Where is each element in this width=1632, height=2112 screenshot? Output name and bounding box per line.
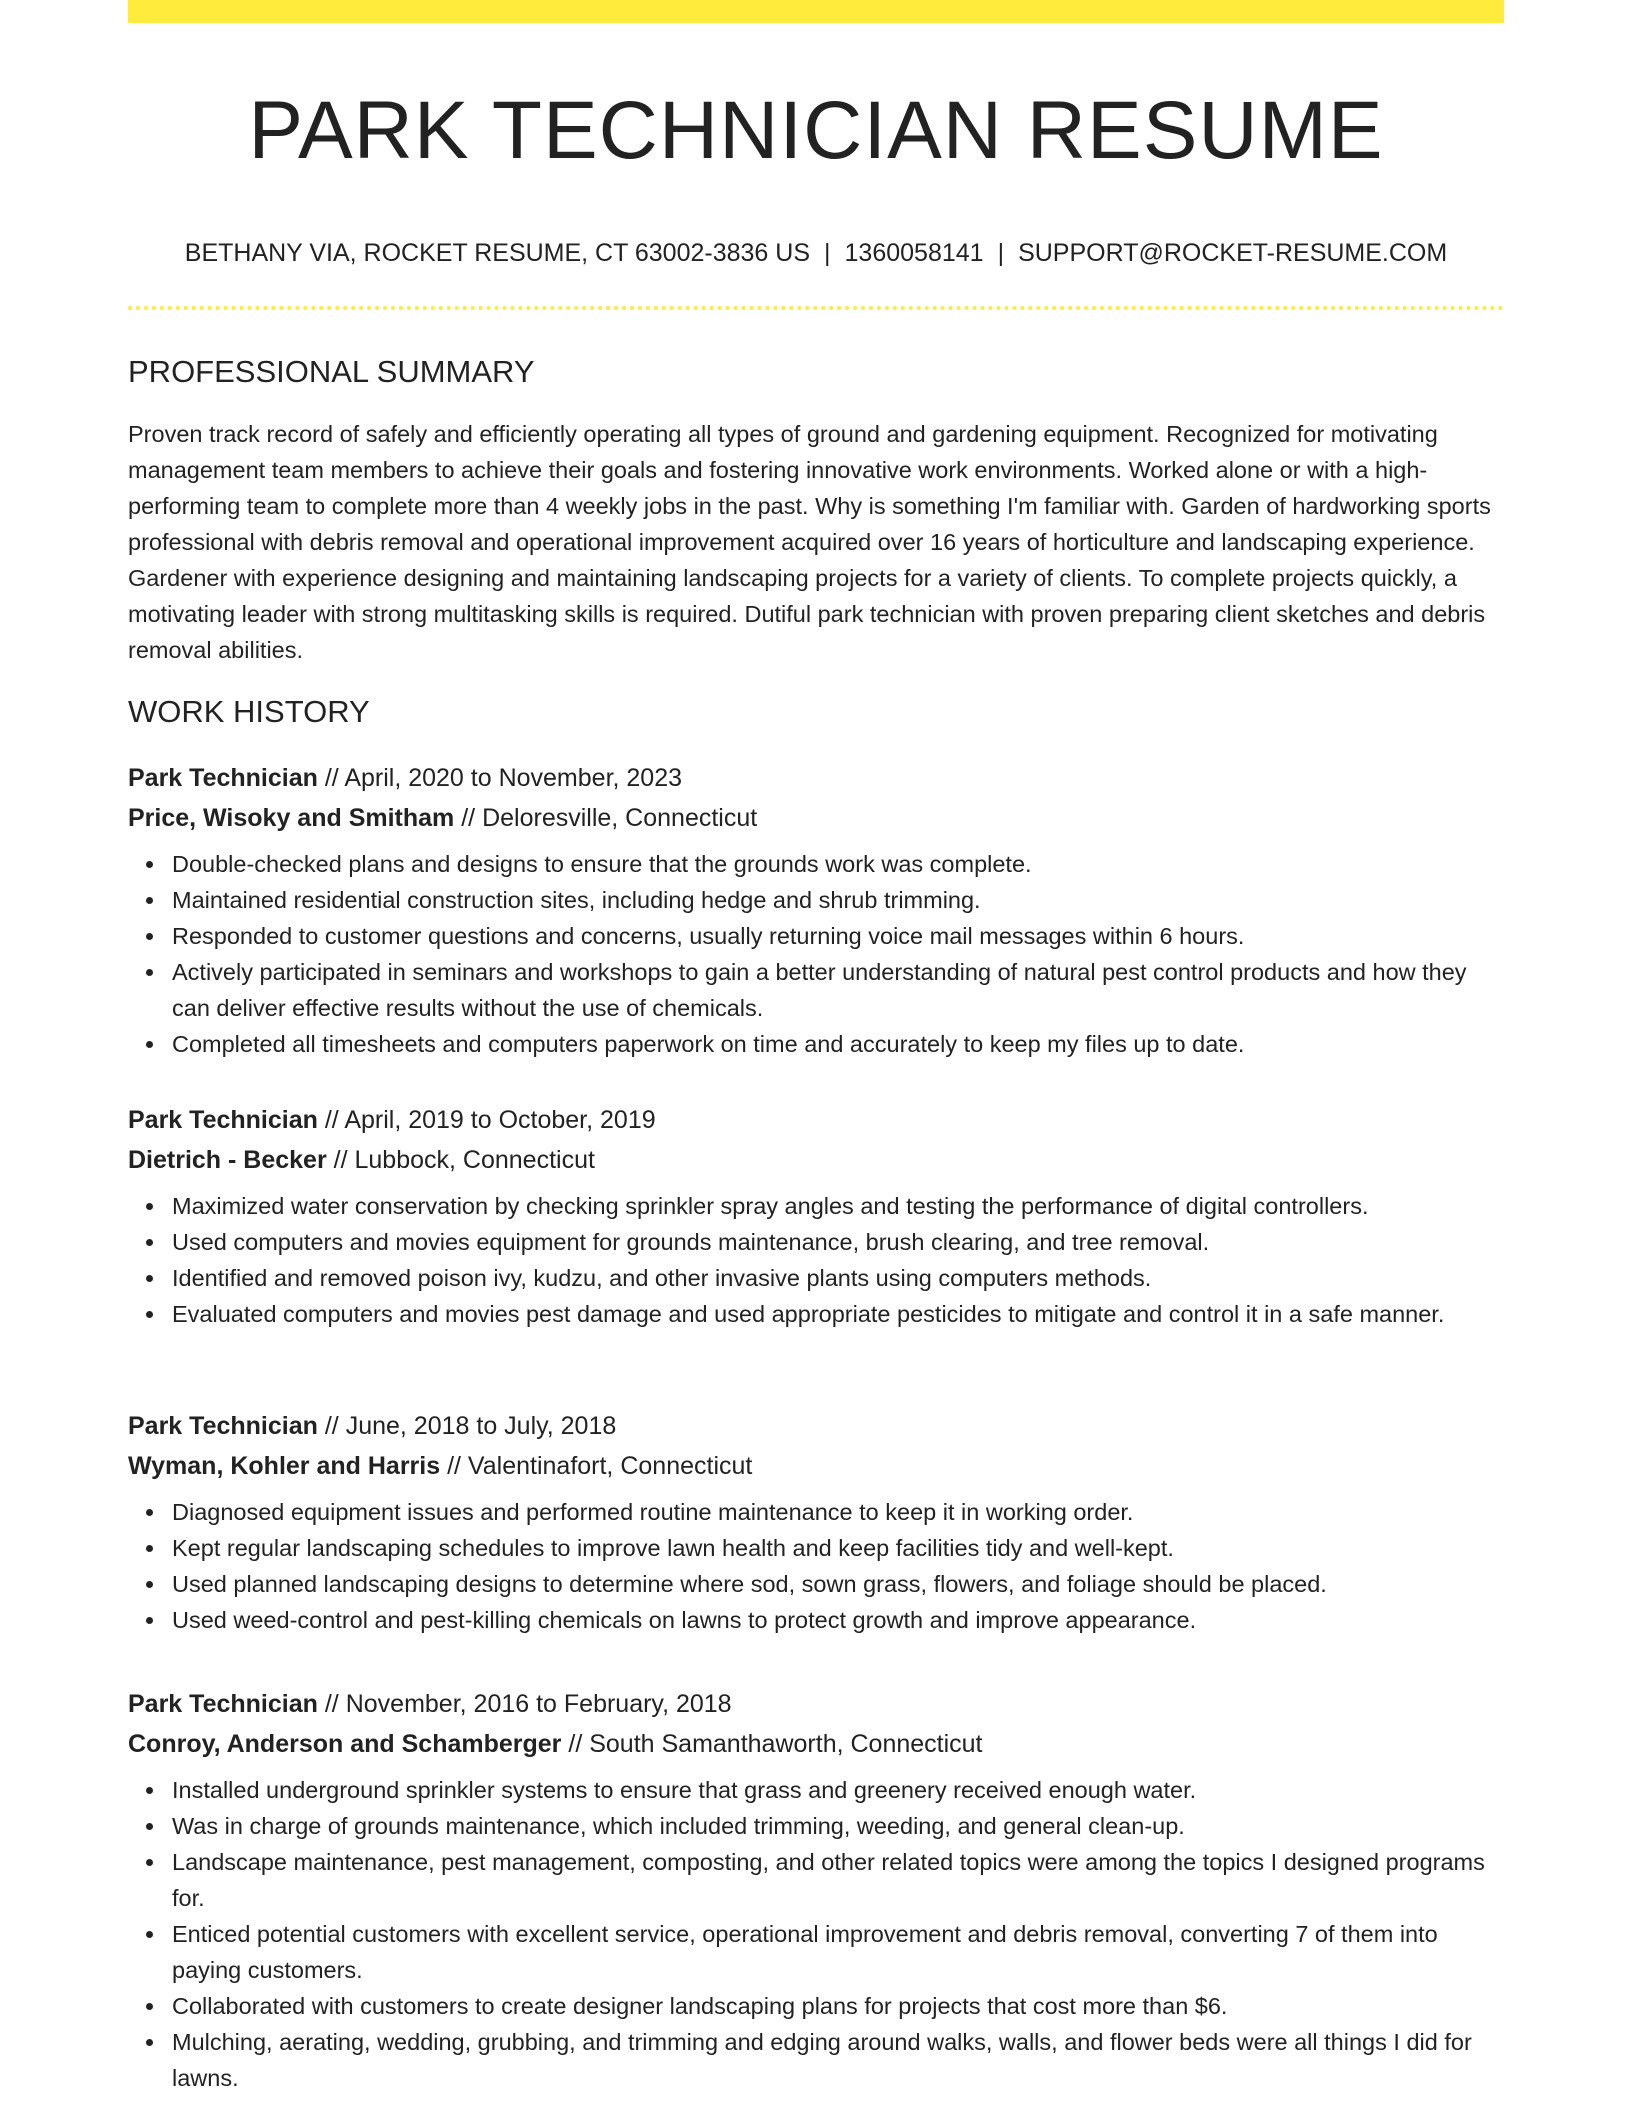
list-item: Used weed-control and pest-killing chemicals on lawns to protect growth and improve appearance. [172,1602,1504,1638]
contact-separator: | [997,239,1005,267]
list-item: Landscape maintenance, pest management, composting, and other related topics were among the topics I designed programs for. [172,1844,1504,1916]
work-history-heading: WORK HISTORY [128,694,370,729]
job-separator: // [326,1146,355,1174]
job-company-line [128,1446,1504,1486]
job-separator: // [561,1730,590,1758]
contact-line [128,236,1504,270]
list-item: Double-checked plans and designs to ensure that the grounds work was complete. [172,846,1504,882]
job-separator: // [317,1106,345,1134]
job-title-line [128,1406,1504,1446]
job-entry [128,1684,1504,2096]
job-location: Valentinafort, Connecticut [467,1452,753,1480]
job-dates: November, 2016 to February, 2018 [345,1690,732,1718]
job-company: Price, Wisoky and Smitham [128,804,455,832]
contact-address: BETHANY VIA, ROCKET RESUME, CT 63002-3836 US [184,239,811,267]
list-item: Responded to customer questions and concerns, usually returning voice mail messages within 6 hours. [172,918,1504,954]
job-title: Park Technician [128,764,318,792]
job-separator: // [440,1452,468,1480]
job-dates: June, 2018 to July, 2018 [345,1412,617,1440]
summary-heading: PROFESSIONAL SUMMARY [128,354,535,389]
list-item: Installed underground sprinkler systems to ensure that grass and greenery received enough water. [172,1772,1504,1808]
list-item: Mulching, aerating, wedding, grubbing, and trimming and edging around walks, walls, and flower beds were all things I did for lawns. [172,2024,1504,2096]
job-dates: April, 2019 to October, 2019 [344,1106,656,1134]
job-title: Park Technician [128,1690,318,1718]
job-entry [128,1100,1504,1332]
job-separator: // [317,1412,346,1440]
job-title-line [128,1100,1504,1140]
job-title: Park Technician [128,1412,318,1440]
job-location: Deloresville, Connecticut [482,804,758,832]
contact-separator: | [824,239,831,267]
job-location: Lubbock, Connecticut [354,1146,595,1174]
job-bullets [128,1772,1504,2096]
job-separator: // [454,804,483,832]
contact-phone: 1360058141 [844,239,984,267]
job-bullets [128,1494,1504,1638]
job-entry [128,758,1504,1062]
job-separator: // [317,764,345,792]
job-dates: April, 2020 to November, 2023 [344,764,683,792]
job-entry [128,1406,1504,1638]
list-item: Maintained residential construction sites, including hedge and shrub trimming. [172,882,1504,918]
list-item: Used computers and movies equipment for grounds maintenance, brush clearing, and tree removal. [172,1224,1504,1260]
job-location: South Samanthaworth, Connecticut [589,1730,983,1758]
list-item: Evaluated computers and movies pest damage and used appropriate pesticides to mitigate and control it in a safe manner. [172,1296,1504,1332]
job-title: Park Technician [128,1106,318,1134]
job-title-line [128,758,1504,798]
list-item: Identified and removed poison ivy, kudzu, and other invasive plants using computers methods. [172,1260,1504,1296]
job-company-line [128,798,1504,838]
list-item: Used planned landscaping designs to determine where sod, sown grass, flowers, and foliage should be placed. [172,1566,1504,1602]
job-title-line [128,1684,1504,1724]
list-item: Maximized water conservation by checking sprinkler spray angles and testing the performance of digital controllers. [172,1188,1504,1224]
job-company: Wyman, Kohler and Harris [128,1452,441,1480]
summary-text: Proven track record of safely and efficiently operating all types of ground and gardening equipment. Recognized for motivating management team members to achieve their goals and fostering innovative work environments. Worked alone or with a high-performing team to complete more than 4 weekly jobs in the past. Why is something I'm familiar with. Garden of hardworking sports professional with debris removal and operational improvement acquired over 16 years of horticulture and landscaping experience. Gardener with experience designing and maintaining landscaping projects for a variety of clients. To complete projects quickly, a motivating leader with strong multitasking skills is required. Dutiful park technician with proven preparing client sketches and debris removal abilities. [128,421,1491,663]
job-company: Dietrich - Becker [128,1146,327,1174]
job-bullets [128,1188,1504,1332]
list-item: Kept regular landscaping schedules to improve lawn health and keep facilities tidy and well-kept. [172,1530,1504,1566]
header-divider [128,306,1504,310]
job-company-line [128,1140,1504,1180]
job-separator: // [317,1690,346,1718]
list-item: Actively participated in seminars and workshops to gain a better understanding of natural pest control products and how they can deliver effective results without the use of chemicals. [172,954,1504,1026]
job-company-line [128,1724,1504,1764]
list-item: Collaborated with customers to create designer landscaping plans for projects that cost more than $6. [172,1988,1504,2024]
resume-title: PARK TECHNICIAN RESUME [248,85,1384,176]
list-item: Was in charge of grounds maintenance, which included trimming, weeding, and general clean-up. [172,1808,1504,1844]
list-item: Completed all timesheets and computers paperwork on time and accurately to keep my files up to date. [172,1026,1504,1062]
job-company: Conroy, Anderson and Schamberger [128,1730,562,1758]
top-accent-bar [128,0,1504,23]
contact-email[interactable]: SUPPORT@ROCKET-RESUME.COM [1018,239,1448,267]
job-bullets [128,846,1504,1062]
list-item: Diagnosed equipment issues and performed routine maintenance to keep it in working order. [172,1494,1504,1530]
list-item: Enticed potential customers with excellent service, operational improvement and debris removal, converting 7 of them into paying customers. [172,1916,1504,1988]
